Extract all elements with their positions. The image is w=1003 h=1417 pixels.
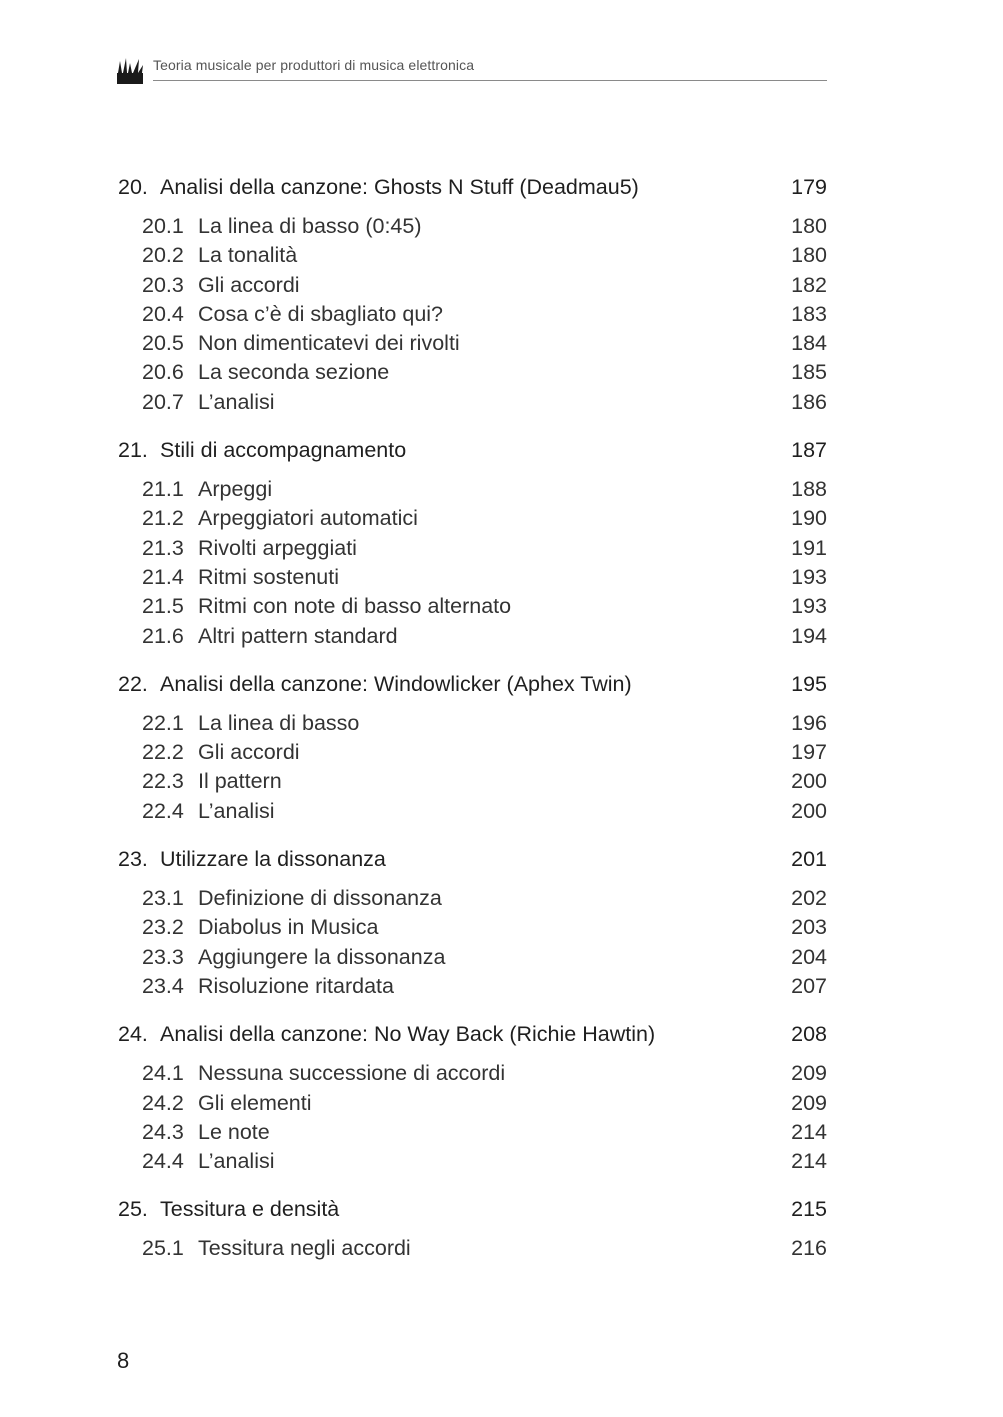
section-title: Il pattern: [198, 769, 282, 794]
section-entry[interactable]: [118, 300, 827, 329]
section-list: [118, 212, 827, 417]
section-entry[interactable]: [118, 271, 827, 300]
section-title: Ritmi sostenuti: [198, 564, 339, 589]
section-page: 186: [791, 389, 827, 414]
toc-chapter: [118, 669, 827, 826]
section-title: Aggiungere la dissonanza: [198, 944, 446, 969]
section-page: 197: [791, 740, 827, 765]
section-title: Risoluzione ritardata: [198, 973, 394, 998]
section-page: 209: [791, 1090, 827, 1115]
section-list: [118, 475, 827, 651]
chapter-title: Analisi della canzone: No Way Back (Richie Hawtin): [160, 1022, 656, 1047]
section-title: Le note: [198, 1119, 270, 1144]
section-page: 180: [791, 243, 827, 268]
section-list: [118, 884, 827, 1001]
section-page: 191: [791, 535, 827, 560]
section-entry[interactable]: [118, 1089, 827, 1118]
section-entry[interactable]: [118, 972, 827, 1001]
section-entry[interactable]: [118, 622, 827, 651]
section-number: 25.1: [142, 1236, 184, 1261]
section-entry[interactable]: [118, 709, 827, 738]
chapter-page: 187: [791, 438, 827, 463]
section-entry[interactable]: [118, 241, 827, 270]
section-entry[interactable]: [118, 1059, 827, 1088]
section-number: 21.4: [142, 564, 184, 589]
section-number: 20.7: [142, 389, 184, 414]
section-page: 188: [791, 477, 827, 502]
section-page: 190: [791, 506, 827, 531]
section-number: 23.3: [142, 944, 184, 969]
section-number: 21.6: [142, 623, 184, 648]
chapter-number: 22.: [118, 671, 148, 696]
section-entry[interactable]: [118, 563, 827, 592]
chapter-number: 21.: [118, 438, 148, 463]
toc-chapter: [118, 844, 827, 1001]
section-title: Definizione di dissonanza: [198, 886, 442, 911]
section-page: 193: [791, 564, 827, 589]
section-entry[interactable]: [118, 1147, 827, 1176]
chapter-page: 195: [791, 671, 827, 696]
table-of-contents: [118, 172, 827, 1282]
section-number: 21.3: [142, 535, 184, 560]
section-title: La seconda sezione: [198, 360, 390, 385]
section-number: 24.4: [142, 1149, 184, 1174]
section-number: 22.4: [142, 798, 184, 823]
section-entry[interactable]: [118, 592, 827, 621]
section-entry[interactable]: [118, 1118, 827, 1147]
section-page: 214: [791, 1149, 827, 1174]
section-entry[interactable]: [118, 1234, 827, 1263]
section-page: 209: [791, 1061, 827, 1086]
chapter-title: Analisi della canzone: Windowlicker (Aphex Twin): [160, 671, 632, 696]
section-number: 24.3: [142, 1119, 184, 1144]
section-page: 214: [791, 1119, 827, 1144]
section-list: [118, 709, 827, 826]
section-title: Gli elementi: [198, 1090, 312, 1115]
section-page: 182: [791, 272, 827, 297]
section-number: 20.6: [142, 360, 184, 385]
chapter-page: 179: [791, 175, 827, 199]
toc-chapter: [118, 1019, 827, 1176]
section-page: 207: [791, 973, 827, 998]
section-entry[interactable]: [118, 504, 827, 533]
section-page: 196: [791, 710, 827, 735]
chapter-entry[interactable]: [118, 172, 827, 202]
section-number: 21.2: [142, 506, 184, 531]
section-entry[interactable]: [118, 767, 827, 796]
section-entry[interactable]: [118, 475, 827, 504]
section-number: 24.1: [142, 1061, 184, 1086]
section-number: 23.4: [142, 973, 184, 998]
section-number: 21.1: [142, 477, 184, 502]
section-entry[interactable]: [118, 913, 827, 942]
section-title: Rivolti arpeggiati: [198, 535, 357, 560]
section-title: L’analisi: [198, 798, 275, 823]
section-title: Tessitura negli accordi: [198, 1236, 411, 1261]
chapter-page: 201: [791, 847, 827, 872]
chapter-number: 24.: [118, 1022, 148, 1047]
section-number: 20.2: [142, 243, 184, 268]
chapter-entry[interactable]: [118, 435, 827, 465]
section-page: 183: [791, 301, 827, 326]
section-entry[interactable]: [118, 358, 827, 387]
section-title: Arpeggi: [198, 477, 273, 502]
section-number: 20.5: [142, 331, 184, 356]
section-number: 22.1: [142, 710, 184, 735]
section-title: Nessuna successione di accordi: [198, 1061, 506, 1086]
section-entry[interactable]: [118, 329, 827, 358]
section-page: 184: [791, 331, 827, 356]
section-title: L’analisi: [198, 1149, 275, 1174]
toc-chapter: [118, 1194, 827, 1263]
section-number: 23.1: [142, 886, 184, 911]
chapter-entry[interactable]: [118, 1194, 827, 1224]
chapter-number: 20.: [118, 175, 148, 199]
chapter-title: Analisi della canzone: Ghosts N Stuff (Deadmau5): [160, 175, 639, 199]
section-page: 216: [791, 1236, 827, 1261]
chapter-number: 23.: [118, 847, 148, 872]
running-title: Teoria musicale per produttori di musica elettronica: [153, 57, 475, 73]
chapter-title: Utilizzare la dissonanza: [160, 847, 386, 872]
section-entry[interactable]: [118, 388, 827, 417]
section-number: 23.2: [142, 915, 184, 940]
section-title: La tonalità: [198, 243, 298, 268]
section-number: 24.2: [142, 1090, 184, 1115]
toc-chapter: [118, 435, 827, 651]
section-entry[interactable]: [118, 884, 827, 913]
publisher-logo-icon: [117, 58, 143, 84]
section-page: 180: [791, 214, 827, 238]
page-header: [117, 52, 827, 84]
section-entry[interactable]: [118, 943, 827, 972]
section-number: 22.2: [142, 740, 184, 765]
section-entry[interactable]: [118, 212, 827, 241]
section-title: La linea di basso (0:45): [198, 214, 422, 238]
page-number: 8: [117, 1348, 130, 1373]
toc-chapter: [118, 172, 827, 417]
section-number: 20.4: [142, 301, 184, 326]
section-title: Gli accordi: [198, 740, 300, 765]
section-number: 20.1: [142, 214, 184, 238]
section-number: 22.3: [142, 769, 184, 794]
section-page: 193: [791, 594, 827, 619]
chapter-page: 215: [791, 1197, 827, 1222]
section-page: 204: [791, 944, 827, 969]
chapter-title: Stili di accompagnamento: [160, 438, 407, 463]
section-number: 20.3: [142, 272, 184, 297]
section-title: Diabolus in Musica: [198, 915, 379, 940]
chapter-number: 25.: [118, 1197, 148, 1222]
section-title: Cosa c’è di sbagliato qui?: [198, 301, 444, 326]
chapter-entry[interactable]: [118, 1019, 827, 1049]
section-title: La linea di basso: [198, 710, 360, 735]
section-page: 202: [791, 886, 827, 911]
section-list: [118, 1234, 827, 1263]
section-title: Non dimenticatevi dei rivolti: [198, 331, 460, 356]
section-page: 185: [791, 360, 827, 385]
section-page: 203: [791, 915, 827, 940]
chapter-entry[interactable]: [118, 669, 827, 699]
section-entry[interactable]: [118, 738, 827, 767]
section-entry[interactable]: [118, 534, 827, 563]
section-title: Gli accordi: [198, 272, 300, 297]
section-list: [118, 1059, 827, 1176]
section-page: 200: [791, 798, 827, 823]
section-title: Arpeggiatori automatici: [198, 506, 418, 531]
chapter-page: 208: [791, 1022, 827, 1047]
section-number: 21.5: [142, 594, 184, 619]
header-rule: [153, 80, 827, 81]
chapter-title: Tessitura e densità: [160, 1197, 340, 1222]
section-entry[interactable]: [118, 797, 827, 826]
chapter-entry[interactable]: [118, 844, 827, 874]
section-title: L’analisi: [198, 389, 275, 414]
section-title: Altri pattern standard: [198, 623, 398, 648]
section-page: 200: [791, 769, 827, 794]
section-page: 194: [791, 623, 827, 648]
section-title: Ritmi con note di basso alternato: [198, 594, 512, 619]
